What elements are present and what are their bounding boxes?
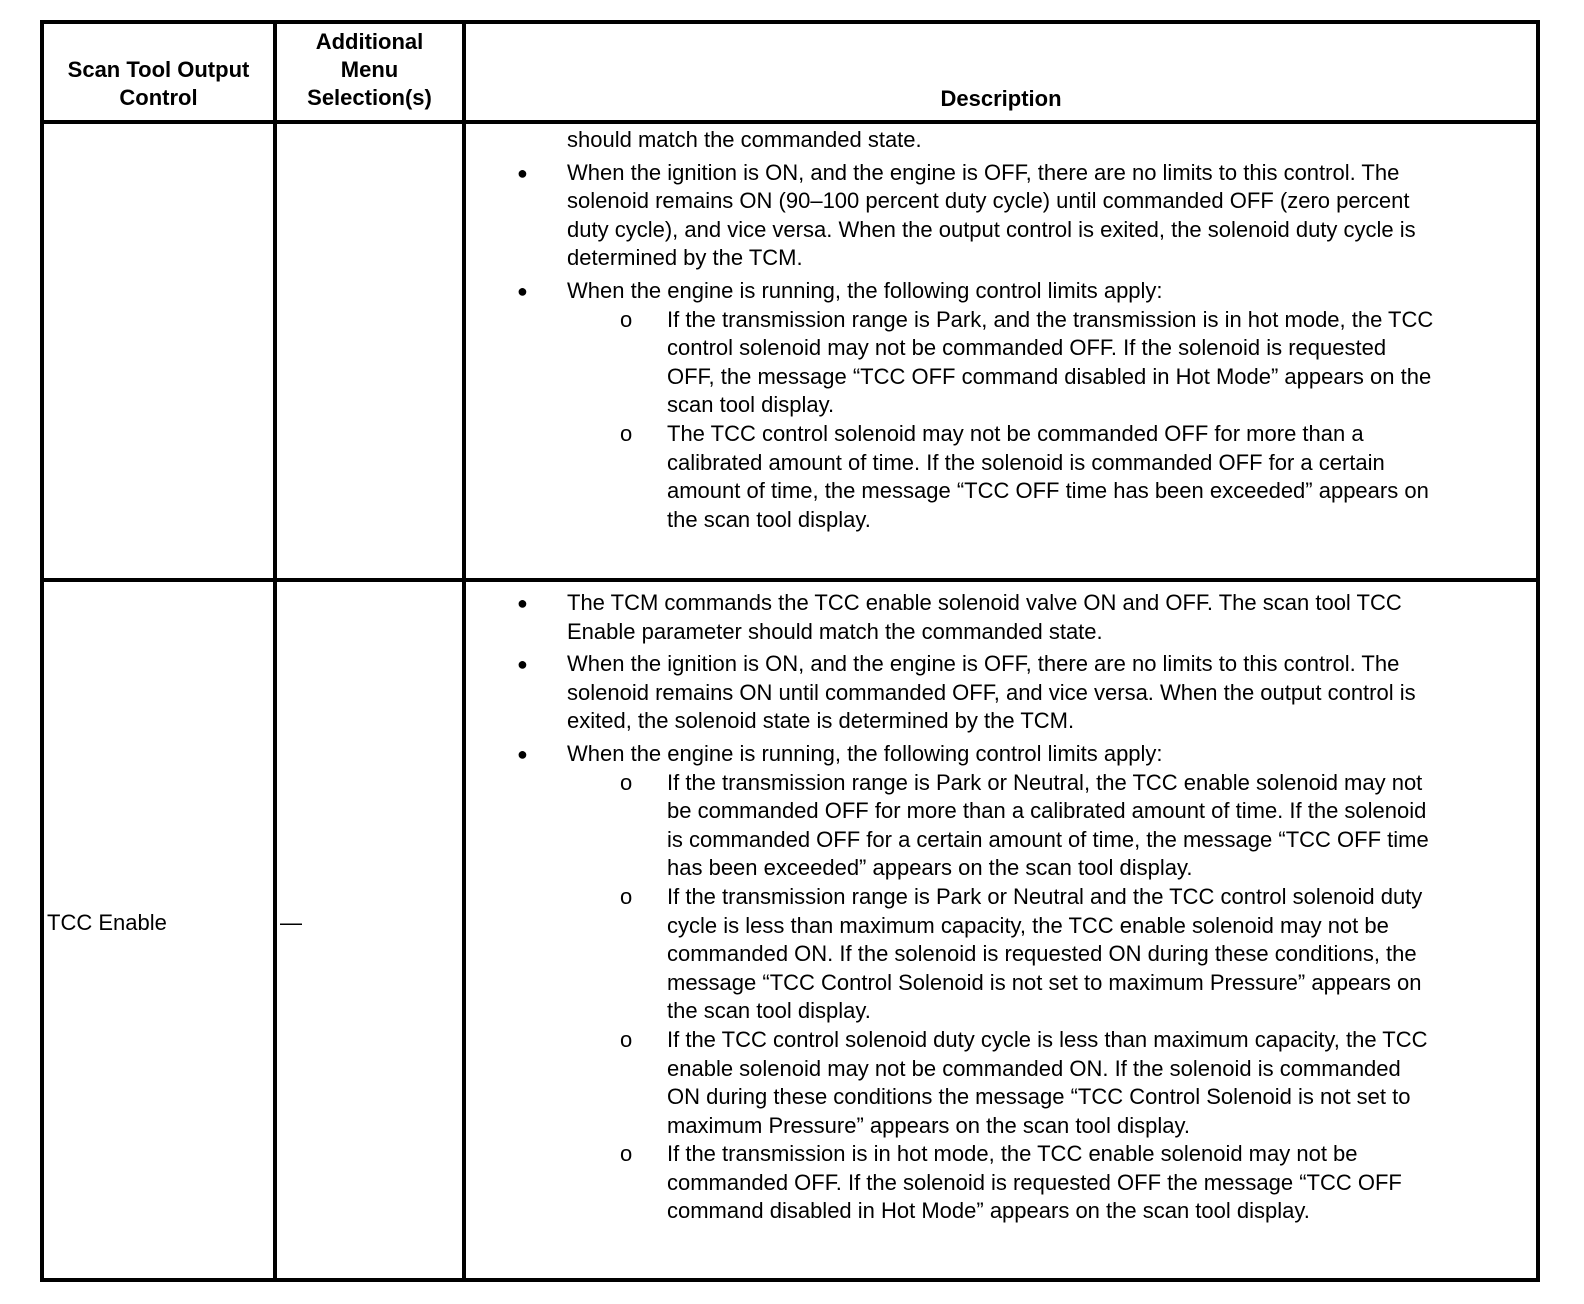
control-name-tcc-enable: TCC Enable <box>47 910 167 935</box>
bullet-icon: ● <box>517 280 528 301</box>
bullet-icon: ● <box>517 162 528 183</box>
text-line: control solenoid may not be commanded OFF. If the solenoid is requested <box>667 335 1387 361</box>
header-additional-menu-selections <box>277 28 462 112</box>
header-scan-tool-output-control <box>44 56 273 112</box>
text-line: duty cycle), and vice versa. When the output control is exited, the solenoid duty cycle is <box>567 216 1416 242</box>
bullet-icon: ● <box>517 654 528 675</box>
sub-bullet-icon: o <box>620 1141 633 1167</box>
text-line: OFF, the message “TCC OFF command disabled in Hot Mode” appears on the <box>667 363 1432 389</box>
header-line: Menu <box>340 57 399 82</box>
text-line: If the transmission range is Park or Neutral and the TCC control solenoid duty <box>667 883 1423 909</box>
sub-bullet-icon: o <box>620 883 633 909</box>
bullet-item <box>40 277 1540 306</box>
text-line: calibrated amount of time. If the solenoid is commanded OFF for a certain <box>667 449 1385 475</box>
bullet-item <box>40 740 1540 769</box>
text-line: determined by the TCM. <box>567 245 803 271</box>
text-line: When the ignition is ON, and the engine is OFF, there are no limits to this control. The <box>567 651 1400 677</box>
text-line: the scan tool display. <box>667 506 871 532</box>
text-line: Enable parameter should match the commanded state. <box>567 618 1103 644</box>
text-line: commanded OFF. If the solenoid is requested OFF the message “TCC OFF <box>667 1169 1402 1195</box>
header-line: Scan Tool Output <box>67 57 250 82</box>
header-divider <box>44 120 1536 124</box>
bullet-item <box>40 650 1540 736</box>
text-line: If the transmission range is Park or Neutral, the TCC enable solenoid may not <box>667 769 1423 795</box>
sub-bullet-item <box>40 420 1540 534</box>
text-line: be commanded OFF for more than a calibrated amount of time. If the solenoid <box>667 798 1427 824</box>
sub-bullet-icon: o <box>620 420 633 446</box>
text-line: If the transmission is in hot mode, the TCC enable solenoid may not be <box>667 1141 1358 1167</box>
sub-bullet-item <box>40 769 1540 883</box>
text-line: maximum Pressure” appears on the scan tool display. <box>667 1112 1190 1138</box>
text-line: solenoid remains ON until commanded OFF, and vice versa. When the output control is <box>567 679 1416 705</box>
header-description <box>466 85 1536 113</box>
text-line: If the TCC control solenoid duty cycle is less than maximum capacity, the TCC <box>667 1026 1428 1052</box>
sub-bullet-item <box>40 306 1540 420</box>
menu-selection-value: — <box>280 910 302 935</box>
text-line: enable solenoid may not be commanded ON. If the solenoid is commanded <box>667 1055 1401 1081</box>
sub-bullet-icon: o <box>620 1026 633 1052</box>
text-line: commanded ON. If the solenoid is requested ON during these conditions, the <box>667 941 1417 967</box>
text-line: amount of time, the message “TCC OFF time has been exceeded” appears on <box>667 478 1429 504</box>
row-divider <box>44 578 1536 582</box>
text-line: ON during these conditions the message “TCC Control Solenoid is not set to <box>667 1084 1411 1110</box>
header-line: Control <box>119 85 198 110</box>
text-line: solenoid remains ON (90–100 percent duty cycle) until commanded OFF (zero percent <box>567 188 1410 214</box>
bullet-item <box>40 589 1540 646</box>
sub-bullet-icon: o <box>620 769 633 795</box>
header-line: Selection(s) <box>307 85 432 110</box>
text-line: When the engine is running, the following control limits apply: <box>567 740 1163 766</box>
sub-bullet-item <box>40 1026 1540 1140</box>
row-1-description <box>40 126 1540 534</box>
text-line: The TCM commands the TCC enable solenoid valve ON and OFF. The scan tool TCC <box>567 590 1402 615</box>
sub-bullet-item <box>40 883 1540 1026</box>
text-line: When the ignition is ON, and the engine is OFF, there are no limits to this control. The <box>567 159 1400 185</box>
header-line: Description <box>940 86 1062 111</box>
bullet-icon: ● <box>517 593 528 613</box>
text-line: has been exceeded” appears on the scan tool display. <box>667 855 1193 881</box>
text-line: exited, the solenoid state is determined by the TCM. <box>567 708 1075 734</box>
text-line: command disabled in Hot Mode” appears on the scan tool display. <box>667 1198 1310 1224</box>
text-line: message “TCC Control Solenoid is not set to maximum Pressure” appears on <box>667 969 1422 995</box>
text-line: cycle is less than maximum capacity, the TCC enable solenoid may not be <box>667 912 1389 938</box>
text-line: scan tool display. <box>667 392 835 418</box>
bullet-item <box>40 159 1540 273</box>
text-line: is commanded OFF for a certain amount of time, the message “TCC OFF time <box>667 826 1429 852</box>
text-line: should match the commanded state. <box>567 127 922 152</box>
sub-bullet-item <box>40 1140 1540 1226</box>
text-line: The TCC control solenoid may not be commanded OFF for more than a <box>667 420 1364 446</box>
row-2-description <box>40 589 1540 1226</box>
text-line: When the engine is running, the following control limits apply: <box>567 277 1163 303</box>
bullet-icon: ● <box>517 743 528 764</box>
text-line: the scan tool display. <box>667 998 871 1024</box>
header-line: Additional <box>315 29 424 54</box>
continuation-text <box>40 126 1540 155</box>
text-line: If the transmission range is Park, and the transmission is in hot mode, the TCC <box>667 306 1434 332</box>
sub-bullet-icon: o <box>620 306 633 332</box>
